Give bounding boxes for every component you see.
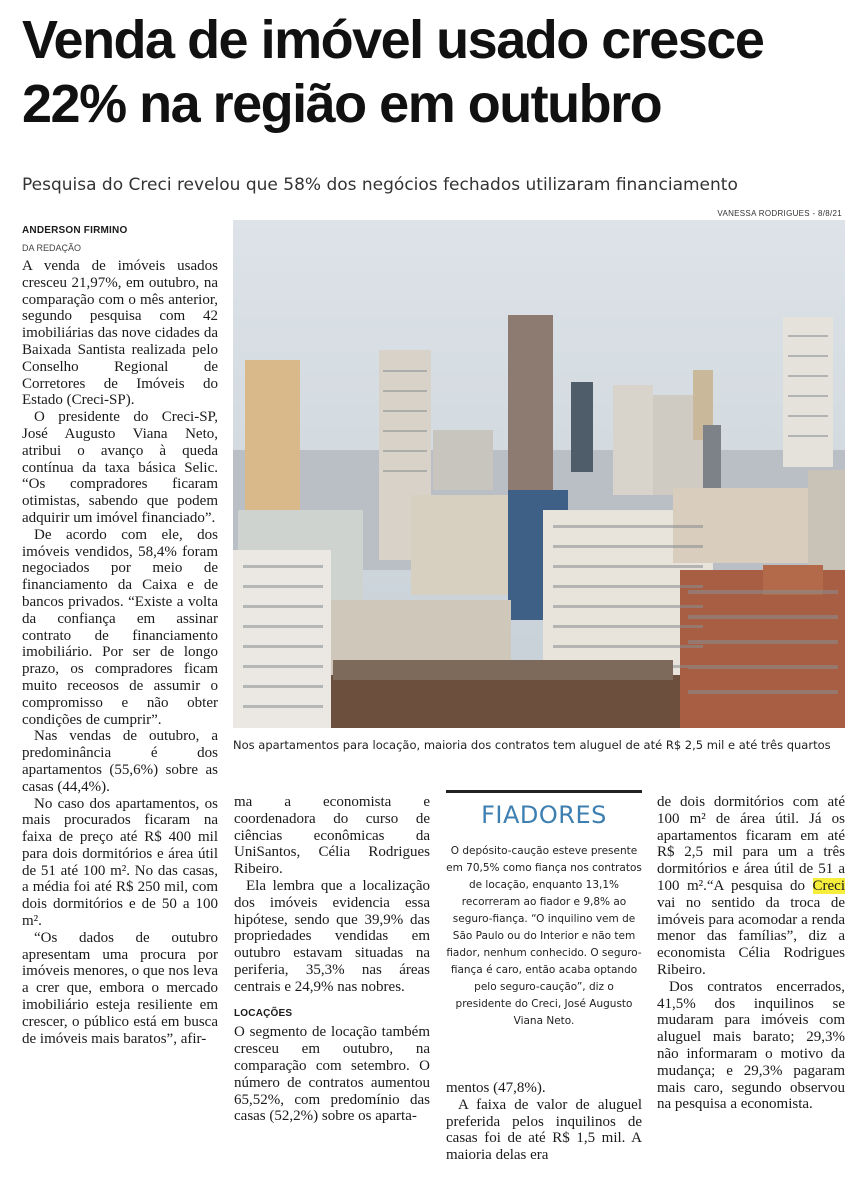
section-label: DA REDAÇÃO (22, 243, 82, 253)
paragraph: De acordo com ele, dos imóveis vendidos, 58,4% foram negociados por meio de financiamento da Caixa e de bancos privados. “Existe a volta da confiança em assinar contrato de financiamento imobiliário. Por ser de longo prazo, os compradores ficam muito receosos de assumir o compromisso e não obter condições de cumprir”. (22, 526, 218, 728)
highlighted-word: Creci (812, 877, 845, 894)
paragraph: No caso dos apartamentos, os mais procurados ficaram na faixa de preço até R$ 400 mil para dois dormitórios e área útil de 51 até 100 m². No das casas, a média foi até R$ 250 mil, com dois dormitórios e de 50 a 100 m². (22, 795, 218, 930)
text-run: vai no sentido da troca de imóveis para acomodar a renda menor das famílias”, diz a economista Célia Rodrigues Ribeiro. (657, 894, 845, 978)
paragraph: Ela lembra que a localização dos imóveis evidencia essa hipótese, sendo que 39,9% das propriedades vendidas em outubro estavam situadas na periferia, 35,3% nas áreas centrais e 24,9% nas nobres. (234, 877, 430, 995)
paragraph: “Os dados de outubro apresentam uma procura por imóveis menores, o que nos leva a crer que, embora o mercado imobiliário esteja resiliente em crescer, o público está em busca de imóveis mais baratos”, afir- (22, 929, 218, 1047)
paragraph: Nas vendas de outubro, a predominância é dos apartamentos (55,6%) sobre as casas (44,4%). (22, 728, 218, 795)
photo-credit: VANESSA RODRIGUES - 8/8/21 (717, 209, 842, 218)
article-column-1 (22, 258, 218, 1047)
paragraph: mentos (47,8%). (446, 1080, 546, 1096)
box-title: FIADORES (481, 801, 607, 829)
fiadores-box (446, 790, 642, 1030)
article-column-2 (234, 794, 430, 1125)
paragraph: A faixa de valor de aluguel preferida pelos inquilinos de casas foi de até R$ 1,5 mil. A maioria delas era (446, 1096, 642, 1164)
paragraph: Dos contratos encerrados, 41,5% dos inquilinos se mudaram para imóveis com aluguel mais barato; 29,3% não informaram o motivo da mudança; e 29,3% pagaram mais caro, segundo observou na pesquisa a economista. (657, 978, 845, 1113)
text-run: de dois dormitórios com até 100 m² de área útil. Já os apartamentos ficaram em até R$ 2,5 mil para um a três dormitórios e área útil de 51 a 100 m².“A pesquisa do (657, 794, 845, 894)
box-text: O depósito-caução esteve presente em 70,5% como fiança nos contratos de locação, enquanto 13,1% recorreram ao fiador e 9,8% ao seguro-fiança. “O inquilino vem de São Paulo ou do Interior e não tem fiador, nenhum conhecido. O seguro-fiança é caro, então acaba optando pelo seguro-caução”, diz o presidente do Creci, José Augusto Viana Neto. (446, 845, 642, 1027)
paragraph-with-highlight (657, 794, 845, 979)
section-subtitle: LOCAÇÕES (234, 1007, 293, 1019)
city-skyline-photo (233, 220, 845, 728)
paragraph: O segmento de locação também cresceu em outubro, na comparação com setembro. O número de contratos aumentou 65,52%, com predomínio das casas (52,2%) sobre os aparta- (234, 1024, 430, 1125)
paragraph: A venda de imóveis usados cresceu 21,97%, em outubro, na comparação com o mês anterior, segundo pesquisa com 42 imobiliárias das nove cidades da Baixada Santista realizada pelo Conselho Regional de Corretores de Imóveis do Estado (Creci-SP). (22, 258, 218, 409)
paragraph: ma a economista e coordenadora do curso de ciências econômicas da UniSantos, Célia Rodrigues Ribeiro. (234, 794, 430, 878)
subheadline: Pesquisa do Creci revelou que 58% dos negócios fechados utilizaram financiamento (22, 175, 738, 195)
article-column-3 (446, 1080, 642, 1164)
byline: ANDERSON FIRMINO (22, 225, 128, 236)
skyline-illustration (233, 220, 845, 728)
paragraph: O presidente do Creci-SP, José Augusto Viana Neto, atribui o avanço à queda contínua da taxa básica Selic. “Os compradores ficaram otimistas, sabendo que podem adquirir um imóvel financiado”. (22, 409, 218, 526)
headline: Venda de imóvel usado cresce 22% na região em outubro (22, 10, 764, 134)
article-column-4 (657, 794, 845, 1113)
box-top-rule (446, 790, 642, 793)
photo-caption: Nos apartamentos para locação, maioria dos contratos tem aluguel de até R$ 2,5 mil e até três quartos (233, 738, 831, 752)
